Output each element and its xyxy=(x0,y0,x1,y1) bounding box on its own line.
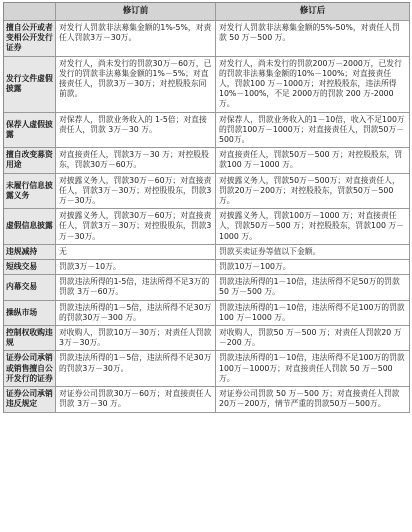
before-cell: 对发行人罚款非法募集金额的1%-5%，对责任人罚款3万－30万。 xyxy=(56,21,216,56)
before-cell: 对保荐人，罚款业务收入的 1-5倍；对直接责任人，罚款 3万－30 万。 xyxy=(56,113,216,148)
table-row xyxy=(4,21,410,57)
table-row xyxy=(4,148,410,173)
before-cell: 无 xyxy=(56,245,216,259)
row-label: 控制权收购违规 xyxy=(4,326,56,350)
before-cell: 对披露义务人，罚款30万－60万；对直接责任人，罚款3万－30万；对控股股东，罚款3万－30万。 xyxy=(56,209,216,244)
before-cell: 罚款违法所得的1－5倍，违法所得不足30万的罚款3万－30万。 xyxy=(56,351,216,386)
table-row xyxy=(4,113,410,149)
before-cell: 对披露义务人，罚款30万－60万；对直接责任人，罚款3万－30万；对控股股东，罚款3万－30万。 xyxy=(56,174,216,209)
after-cell: 对发行人，尚未发行的罚款200万－2000万，已发行的罚款非法募集金额的10%－100%；对直接责任人，罚款100 万－1000万；对控股股东，违法所得10%－100%，不足 2000万的罚款 200 万-2000 万。 xyxy=(216,57,410,112)
header-cell-category xyxy=(4,3,56,20)
row-label: 擅自公开或者变相公开发行证券 xyxy=(4,21,56,56)
after-cell: 对保荐人，罚款业务收入的1－10倍，收入不足100万的罚款100万－1000万；对直接责任人，罚款50万－500万。 xyxy=(216,113,410,148)
table-row xyxy=(4,57,410,113)
row-label: 证券公司承销或销售擅自公开发行的证券 xyxy=(4,351,56,386)
row-label: 内幕交易 xyxy=(4,275,56,299)
table-row xyxy=(4,174,410,210)
after-cell: 罚款违法所得的1－10倍，违法所得不足100万的罚款100万－1000万；对直接责任人罚款 50 万－500 万。 xyxy=(216,351,410,386)
after-cell: 罚款违法所得的1－10倍，违法所得不足50万的罚款 50 万－500 万。 xyxy=(216,275,410,299)
before-cell: 对证券公司罚款30万－60万；对直接责任人罚款 3万－30 万。 xyxy=(56,387,216,411)
after-cell: 对证券公司罚款 50 万－500 万；对直接责任人罚款20万－200万，情节严重的罚款50万－500万。 xyxy=(216,387,410,411)
table-row xyxy=(4,209,410,245)
row-label: 短线交易 xyxy=(4,260,56,274)
row-label: 发行文件虚假披露 xyxy=(4,57,56,112)
table-row xyxy=(4,326,410,351)
row-label: 擅自改变募资用途 xyxy=(4,148,56,172)
row-label: 操纵市场 xyxy=(4,301,56,325)
before-cell: 罚款违法所得的1-5倍，违法所得不足3万的罚款 3万－60万。 xyxy=(56,275,216,299)
table-row xyxy=(4,260,410,275)
header-cell-after: 修订后 xyxy=(216,3,410,20)
row-label: 违规减持 xyxy=(4,245,56,259)
table-row xyxy=(4,275,410,300)
before-cell: 对收购人，罚款10万－30万；对责任人罚款3万－30万。 xyxy=(56,326,216,350)
table-header-row xyxy=(4,3,410,21)
after-cell: 罚款10万－100万。 xyxy=(216,260,410,274)
before-cell: 罚款3万－10万。 xyxy=(56,260,216,274)
row-label: 未履行信息披露义务 xyxy=(4,174,56,209)
row-label: 保荐人虚假披露 xyxy=(4,113,56,148)
before-cell: 对直接责任人，罚款3万－30 万；对控股股东，罚款30万－60万。 xyxy=(56,148,216,172)
row-label: 证券公司承销违反规定 xyxy=(4,387,56,411)
table-row xyxy=(4,351,410,387)
row-label: 虚假信息披露 xyxy=(4,209,56,244)
after-cell: 对披露义务人，罚款50万－500万；对直接责任人，罚款20万－200万；对控股股东，罚款50万－500 万。 xyxy=(216,174,410,209)
after-cell: 对披露义务人，罚款100万－1000 万；对直接责任人，罚款50万－500 万；对控股股东，罚款100 万－1000 万。 xyxy=(216,209,410,244)
after-cell: 对发行人罚款非法募集金额的5%-50%，对责任人罚款 50 万－500 万。 xyxy=(216,21,410,56)
table-row xyxy=(4,245,410,260)
after-cell: 对直接责任人，罚款50万－500 万；对控股股东，罚款100 万－1000 万。 xyxy=(216,148,410,172)
after-cell: 罚款违法所得的1－10倍，违法所得不足100万的罚款 100 万－1000 万。 xyxy=(216,301,410,325)
after-cell: 罚款买卖证券等值以下金额。 xyxy=(216,245,410,259)
comparison-table xyxy=(3,2,410,413)
after-cell: 对收购人，罚款50 万－500 万；对责任人罚款20 万－200 万。 xyxy=(216,326,410,350)
header-cell-before: 修订前 xyxy=(56,3,216,20)
before-cell: 对发行人，尚未发行的罚款30万－60万，已发行的罚款非法募集金额的1%－5%；对直接责任人，罚款3万－30万；对控股股东同前款。 xyxy=(56,57,216,112)
table-row xyxy=(4,301,410,326)
before-cell: 罚款违法所得的1－5倍，违法所得不足30万的罚款30万－300 万。 xyxy=(56,301,216,325)
table-row xyxy=(4,387,410,412)
